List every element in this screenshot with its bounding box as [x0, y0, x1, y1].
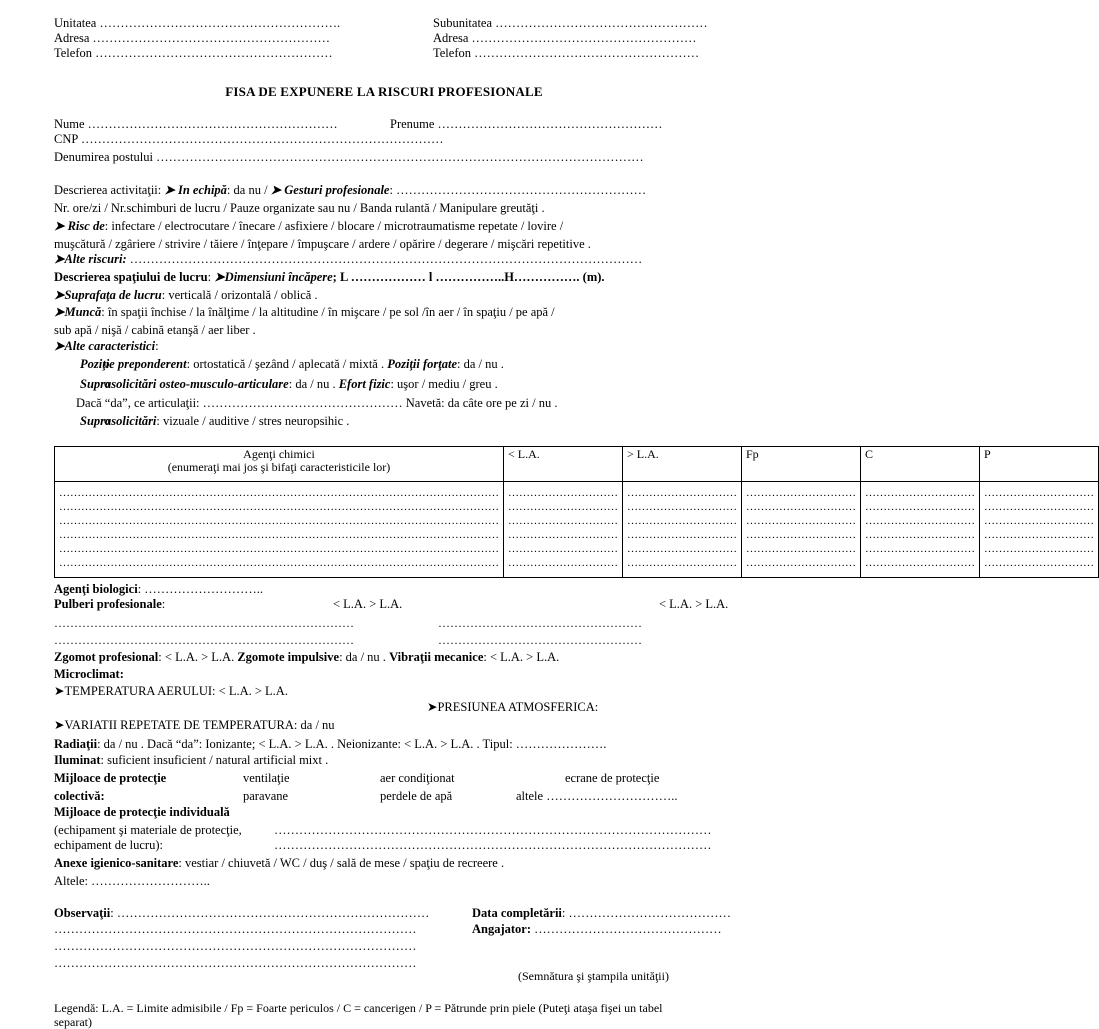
biological-agents: Agenţi biologici: ………………………..	[54, 582, 264, 596]
activity-line-2: Nr. ore/zi / Nr.schimburi de lucru / Pauze organizate sau nu / Banda rulantă / Manipulare greutăţi .	[54, 201, 545, 215]
legend-line-1: Legendă: L.A. = Limite admisibile / Fp = Foarte periculos / C = cancerigen / P = Pătrunde prin piele (Puteţi ataşa fişei un tabel	[54, 1001, 663, 1015]
table-header-gt-la: > L.A.	[623, 447, 742, 482]
air-temperature: ➤TEMPERATURA AERULUI: < L.A. > L.A.	[54, 684, 288, 698]
field-cnp: CNP ……………………………………………………………………………	[54, 132, 444, 146]
table-header-p: P	[980, 447, 1099, 482]
opt-paravane: paravane	[243, 789, 289, 803]
lighting: Iluminat: suficient insuficient / natural artificial mixt .	[54, 753, 329, 767]
observations-dots-2: ……………………………………………………………………………	[54, 939, 417, 953]
table-header-fp: Fp	[742, 447, 861, 482]
opt-ventilatie: ventilaţie	[243, 771, 290, 785]
activity-line-4: muşcătură / zgâriere / strivire / tăiere / înţepare / împuşcare / ardere / opărire / degerare / mişcări repetitive .	[54, 237, 591, 251]
table-header-lt-la: < L.A.	[504, 447, 623, 482]
bullet-position: o Poziţie preponderent: ortostatică / şezând / aplecată / mixtă . Poziţii forţate: da / nu .	[80, 357, 504, 371]
table-header-c: C	[861, 447, 980, 482]
c-column: ………………………… ………………………… ………………………… ………………………… ………………………… …………………………	[861, 482, 980, 578]
employer: Angajator: ………………………………………	[472, 922, 722, 936]
header-unitatea: Unitatea ………………………………………………….	[54, 16, 341, 30]
work-location-cont: sub apă / nişă / cabină etanşă / aer liber .	[54, 323, 256, 337]
activity-risc: ➤ Risc de: infectare / electrocutare / înecare / asfixiere / blocare / microtraumatisme repetate / lovire /	[54, 219, 564, 233]
work-surface: ➤Suprafaţa de lucru: verticală / orizontală / oblică .	[54, 288, 318, 302]
field-nume: Nume ……………………………………………………	[54, 117, 338, 131]
p-column: ………………………… ………………………… ………………………… ………………………… ………………………… …………………………	[980, 482, 1099, 578]
field-prenume: Prenume ………………………………………………	[390, 117, 663, 131]
dust-dots-right-1: ……………………………………………	[438, 616, 642, 630]
bullet-suprasolicitari: o Suprasolicitări: vizuale / auditive / stres neuropsihic .	[80, 414, 349, 428]
agents-column: ………………………………………………………………………………………………………… ………………………………………………………………………………………………………… ………………………………………………………………………………………………………… ………………………………………………………………………………………………………… ………………………………………………………………………………………………………… …………………………………………………………………………………………………………	[55, 482, 504, 578]
observations-dots-3: ……………………………………………………………………………	[54, 956, 417, 970]
header-adresa-right: Adresa ………………………………………………	[433, 31, 697, 45]
altele-field: Altele: ………………………..	[54, 874, 210, 888]
microclimate-label: Microclimat:	[54, 667, 124, 681]
activity-alte-riscuri: ➤Alte riscuri: ……………………………………………………………………………………………………………	[54, 252, 643, 266]
activity-line-1: Descrierea activitaţii: ➤ In echipă: da nu / ➤ Gesturi profesionale: ……………………………………………………	[54, 183, 647, 197]
gt-la-column: ………………………… ………………………… ………………………… ………………………… ………………………… …………………………	[623, 482, 742, 578]
sanitary-annexes: Anexe igienico-sanitare: vestiar / chiuvetă / WC / duş / sală de mese / spaţiu de recreere .	[54, 856, 505, 870]
radiation: Radiaţii: da / nu . Dacă “da”: Ionizante; < L.A. > L.A. . Neionizante: < L.A. > L.A. . Tipul: ………………….	[54, 737, 607, 751]
collective-protection-label-2: colectivă:	[54, 789, 105, 803]
joints-commute: Dacă “da”, ce articulaţii: ………………………………………… Navetă: da câte ore pe zi / nu .	[76, 396, 558, 410]
table-header-agents: Agenţi chimici (enumeraţi mai jos şi bifaţi caracteristicile lor)	[55, 447, 504, 482]
individual-protection-dots-2: ……………………………………………………………………………………………	[274, 838, 712, 852]
atmospheric-pressure: ➤PRESIUNEA ATMOSFERICA:	[427, 700, 599, 714]
individual-protection-dots-1: ……………………………………………………………………………………………	[274, 823, 712, 837]
individual-protection-label: Mijloace de protecţie individuală	[54, 805, 230, 819]
completion-date: Data completării: …………………………………	[472, 906, 732, 920]
workspace-description: Descrierea spaţiului de lucru: ➤Dimensiuni încăpere; L ……………… l ……………..H……………. (m).	[54, 270, 605, 284]
table-header-row	[55, 447, 1099, 482]
chemical-agents-table	[54, 446, 1099, 578]
dust-dots-right-2: ……………………………………………	[438, 633, 642, 647]
dust-dots-left-1: …………………………………………………………………	[54, 616, 354, 630]
form-title: FISA DE EXPUNERE LA RISCURI PROFESIONALE	[225, 84, 543, 99]
observations: Observaţii: …………………………………………………………………	[54, 906, 430, 920]
noise-vibration: Zgomot profesional: < L.A. > L.A. Zgomote impulsive: da / nu . Vibraţii mecanice: < L.A. > L.A.	[54, 650, 560, 664]
opt-aer-conditionat: aer condiţionat	[380, 771, 455, 785]
signature-stamp: (Semnătura şi ştampila unităţii)	[518, 969, 669, 983]
work-location: ➤Muncă: în spaţii închise / la înălţime / la altitudine / în mişcare / pe sol /în aer / în spaţiu / pe apă /	[54, 305, 555, 319]
field-post: Denumirea postului ………………………………………………………………………………………………………	[54, 150, 644, 164]
header-telefon-right: Telefon ………………………………………………	[433, 46, 700, 60]
individual-protection-line-1: (echipament şi materiale de protecţie,	[54, 823, 242, 837]
temperature-variations: ➤VARIATII REPETATE DE TEMPERATURA: da / nu	[54, 718, 335, 732]
dust-dots-left-2: …………………………………………………………………	[54, 633, 354, 647]
header-telefon-left: Telefon …………………………………………………	[54, 46, 333, 60]
opt-altele: altele …………………………..	[516, 789, 678, 803]
dust-la-left: < L.A. > L.A.	[333, 597, 403, 611]
header-adresa-left: Adresa …………………………………………………	[54, 31, 331, 45]
opt-ecrane: ecrane de protecţie	[565, 771, 660, 785]
collective-protection-label-1: Mijloace de protecţie	[54, 771, 167, 785]
dust-label: Pulberi profesionale:	[54, 597, 166, 611]
table-row	[55, 482, 1099, 578]
other-characteristics: ➤Alte caracteristici:	[54, 339, 159, 353]
fp-column: ………………………… ………………………… ………………………… ………………………… ………………………… …………………………	[742, 482, 861, 578]
observations-dots-1: ……………………………………………………………………………	[54, 922, 417, 936]
bullet-osteo: o Suprasolicitări osteo-musculo-articulare: da / nu . Efort fizic: uşor / mediu / greu .	[80, 377, 498, 391]
individual-protection-line-2: echipament de lucru):	[54, 838, 163, 852]
opt-perdele: perdele de apă	[380, 789, 453, 803]
lt-la-column: ………………………… ………………………… ………………………… ………………………… ………………………… …………………………	[504, 482, 623, 578]
legend-line-2: separat)	[54, 1015, 92, 1029]
header-subunitatea: Subunitatea ……………………………………………	[433, 16, 708, 30]
dust-la-right: < L.A. > L.A.	[659, 597, 729, 611]
